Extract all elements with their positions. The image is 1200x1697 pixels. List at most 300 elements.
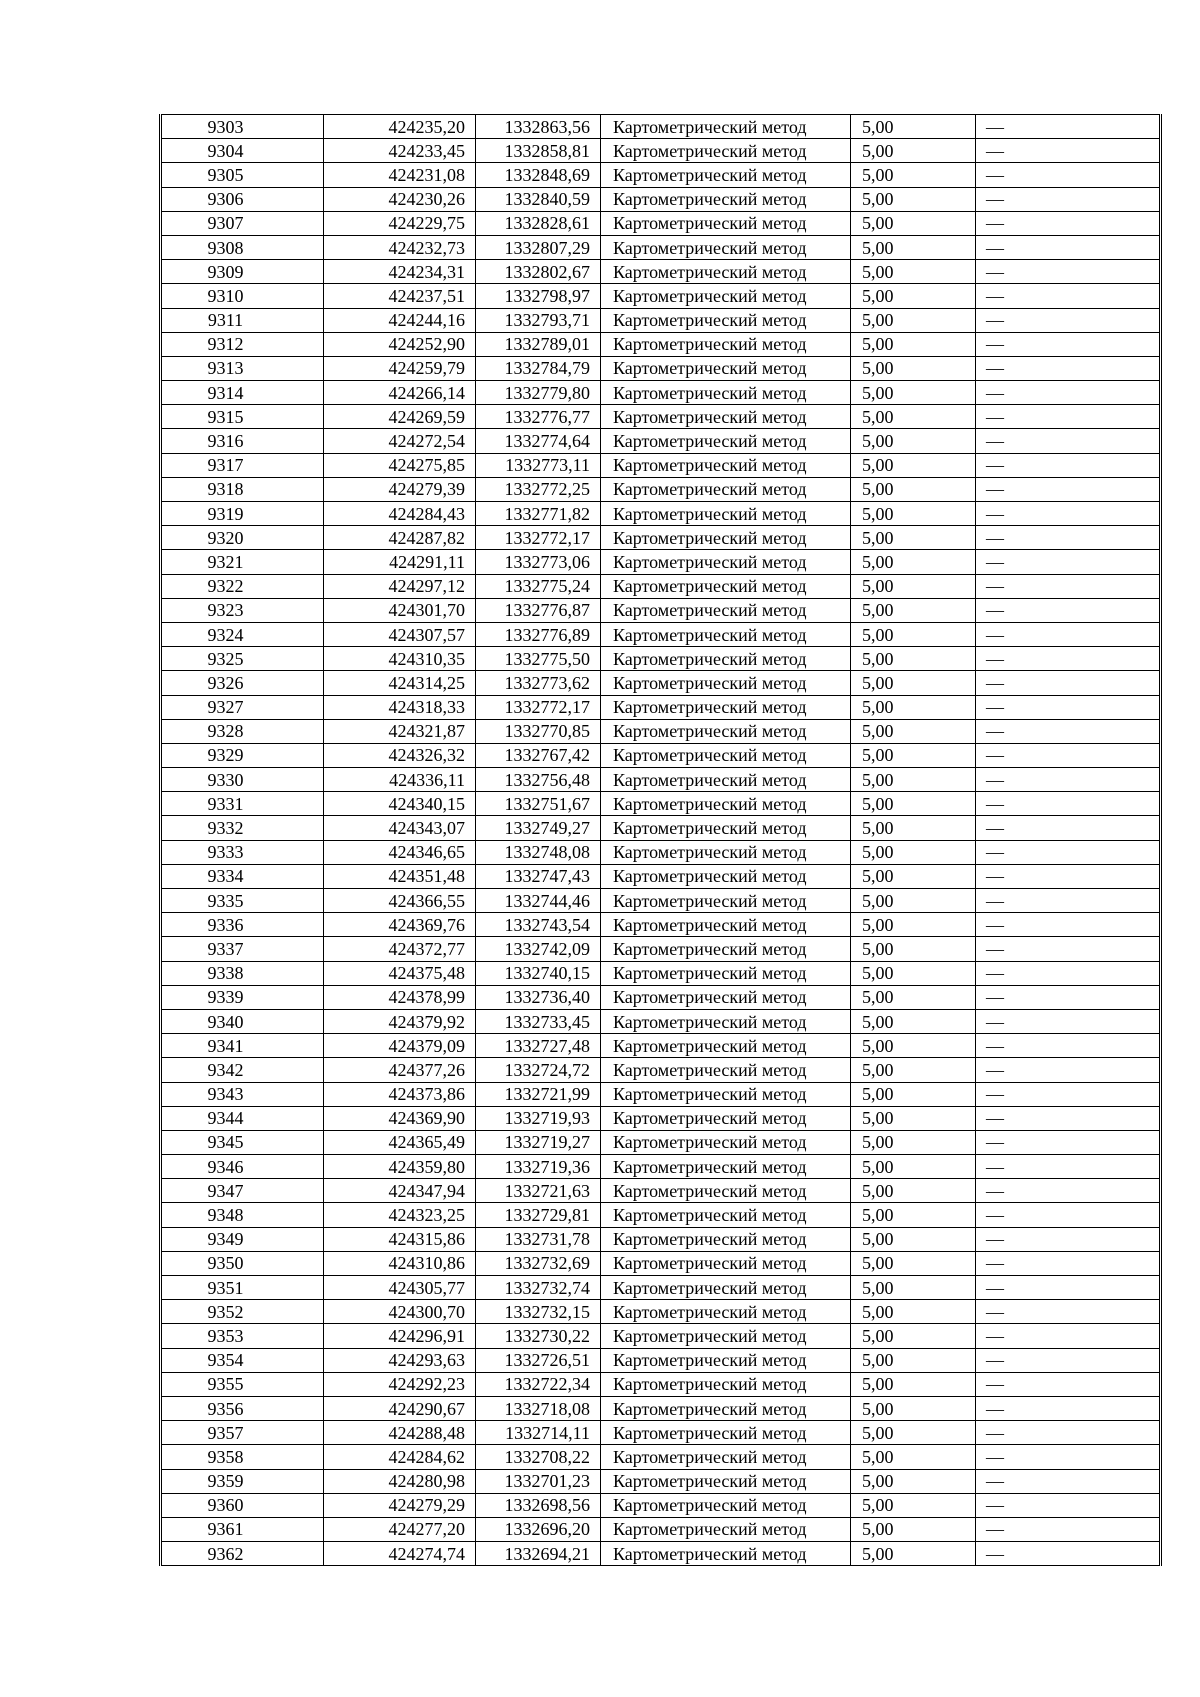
- table-row: [161, 1324, 1161, 1348]
- point-number-cell: 9322: [161, 574, 324, 598]
- point-number-cell: 9324: [161, 622, 324, 646]
- table-row: [161, 961, 1161, 985]
- point-number-cell: 9312: [161, 332, 324, 356]
- accuracy-cell: 5,00: [851, 1034, 976, 1058]
- method-cell: Картометрический метод: [601, 550, 851, 574]
- y-coordinate-cell: 1332858,81: [476, 139, 601, 163]
- method-cell: Картометрический метод: [601, 1106, 851, 1130]
- x-coordinate-cell: 424277,20: [324, 1517, 476, 1541]
- y-coordinate-cell: 1332718,08: [476, 1396, 601, 1420]
- y-coordinate-cell: 1332724,72: [476, 1058, 601, 1082]
- y-coordinate-cell: 1332771,82: [476, 502, 601, 526]
- description-cell: —: [976, 768, 1161, 792]
- x-coordinate-cell: 424365,49: [324, 1130, 476, 1154]
- description-cell: —: [976, 381, 1161, 405]
- accuracy-cell: 5,00: [851, 477, 976, 501]
- point-number-cell: 9323: [161, 598, 324, 622]
- point-number-cell: 9355: [161, 1372, 324, 1396]
- point-number-cell: 9319: [161, 502, 324, 526]
- accuracy-cell: 5,00: [851, 1324, 976, 1348]
- x-coordinate-cell: 424293,63: [324, 1348, 476, 1372]
- table-row: [161, 889, 1161, 913]
- x-coordinate-cell: 424284,62: [324, 1445, 476, 1469]
- y-coordinate-cell: 1332789,01: [476, 332, 601, 356]
- description-cell: —: [976, 1517, 1161, 1541]
- y-coordinate-cell: 1332698,56: [476, 1493, 601, 1517]
- point-number-cell: 9317: [161, 453, 324, 477]
- y-coordinate-cell: 1332802,67: [476, 260, 601, 284]
- accuracy-cell: 5,00: [851, 332, 976, 356]
- method-cell: Картометрический метод: [601, 1542, 851, 1566]
- point-number-cell: 9344: [161, 1106, 324, 1130]
- y-coordinate-cell: 1332696,20: [476, 1517, 601, 1541]
- method-cell: Картометрический метод: [601, 356, 851, 380]
- y-coordinate-cell: 1332863,56: [476, 115, 601, 139]
- point-number-cell: 9307: [161, 211, 324, 235]
- table-row: [161, 1227, 1161, 1251]
- y-coordinate-cell: 1332748,08: [476, 840, 601, 864]
- description-cell: —: [976, 477, 1161, 501]
- table-row: [161, 719, 1161, 743]
- description-cell: —: [976, 647, 1161, 671]
- coordinates-table-body: [161, 115, 1161, 1566]
- description-cell: —: [976, 1227, 1161, 1251]
- method-cell: Картометрический метод: [601, 187, 851, 211]
- method-cell: Картометрический метод: [601, 1421, 851, 1445]
- description-cell: —: [976, 1130, 1161, 1154]
- x-coordinate-cell: 424301,70: [324, 598, 476, 622]
- point-number-cell: 9305: [161, 163, 324, 187]
- table-row: [161, 1348, 1161, 1372]
- method-cell: Картометрический метод: [601, 1203, 851, 1227]
- table-row: [161, 1034, 1161, 1058]
- description-cell: —: [976, 961, 1161, 985]
- point-number-cell: 9333: [161, 840, 324, 864]
- point-number-cell: 9345: [161, 1130, 324, 1154]
- y-coordinate-cell: 1332743,54: [476, 913, 601, 937]
- method-cell: Картометрический метод: [601, 381, 851, 405]
- y-coordinate-cell: 1332744,46: [476, 889, 601, 913]
- x-coordinate-cell: 424232,73: [324, 235, 476, 259]
- method-cell: Картометрический метод: [601, 1034, 851, 1058]
- description-cell: —: [976, 405, 1161, 429]
- accuracy-cell: 5,00: [851, 913, 976, 937]
- method-cell: Картометрический метод: [601, 985, 851, 1009]
- accuracy-cell: 5,00: [851, 1227, 976, 1251]
- table-row: [161, 937, 1161, 961]
- table-row: [161, 864, 1161, 888]
- x-coordinate-cell: 424288,48: [324, 1421, 476, 1445]
- y-coordinate-cell: 1332719,93: [476, 1106, 601, 1130]
- description-cell: —: [976, 187, 1161, 211]
- point-number-cell: 9308: [161, 235, 324, 259]
- accuracy-cell: 5,00: [851, 647, 976, 671]
- description-cell: —: [976, 550, 1161, 574]
- point-number-cell: 9328: [161, 719, 324, 743]
- table-row: [161, 405, 1161, 429]
- description-cell: —: [976, 429, 1161, 453]
- accuracy-cell: 5,00: [851, 622, 976, 646]
- point-number-cell: 9327: [161, 695, 324, 719]
- table-row: [161, 1276, 1161, 1300]
- accuracy-cell: 5,00: [851, 356, 976, 380]
- x-coordinate-cell: 424379,09: [324, 1034, 476, 1058]
- point-number-cell: 9311: [161, 308, 324, 332]
- accuracy-cell: 5,00: [851, 163, 976, 187]
- method-cell: Картометрический метод: [601, 1082, 851, 1106]
- table-row: [161, 356, 1161, 380]
- table-row: [161, 1372, 1161, 1396]
- accuracy-cell: 5,00: [851, 1445, 976, 1469]
- y-coordinate-cell: 1332721,63: [476, 1179, 601, 1203]
- y-coordinate-cell: 1332722,34: [476, 1372, 601, 1396]
- method-cell: Картометрический метод: [601, 1227, 851, 1251]
- x-coordinate-cell: 424310,86: [324, 1251, 476, 1275]
- method-cell: Картометрический метод: [601, 332, 851, 356]
- y-coordinate-cell: 1332740,15: [476, 961, 601, 985]
- description-cell: —: [976, 502, 1161, 526]
- description-cell: —: [976, 1469, 1161, 1493]
- x-coordinate-cell: 424290,67: [324, 1396, 476, 1420]
- description-cell: —: [976, 1396, 1161, 1420]
- point-number-cell: 9357: [161, 1421, 324, 1445]
- y-coordinate-cell: 1332773,62: [476, 671, 601, 695]
- y-coordinate-cell: 1332694,21: [476, 1542, 601, 1566]
- accuracy-cell: 5,00: [851, 308, 976, 332]
- point-number-cell: 9360: [161, 1493, 324, 1517]
- x-coordinate-cell: 424300,70: [324, 1300, 476, 1324]
- y-coordinate-cell: 1332747,43: [476, 864, 601, 888]
- table-row: [161, 647, 1161, 671]
- accuracy-cell: 5,00: [851, 864, 976, 888]
- table-row: [161, 1300, 1161, 1324]
- x-coordinate-cell: 424296,91: [324, 1324, 476, 1348]
- x-coordinate-cell: 424377,26: [324, 1058, 476, 1082]
- method-cell: Картометрический метод: [601, 792, 851, 816]
- description-cell: —: [976, 1034, 1161, 1058]
- accuracy-cell: 5,00: [851, 550, 976, 574]
- accuracy-cell: 5,00: [851, 429, 976, 453]
- x-coordinate-cell: 424269,59: [324, 405, 476, 429]
- point-number-cell: 9347: [161, 1179, 324, 1203]
- x-coordinate-cell: 424326,32: [324, 743, 476, 767]
- accuracy-cell: 5,00: [851, 1542, 976, 1566]
- y-coordinate-cell: 1332776,89: [476, 622, 601, 646]
- description-cell: —: [976, 889, 1161, 913]
- table-row: [161, 526, 1161, 550]
- point-number-cell: 9313: [161, 356, 324, 380]
- y-coordinate-cell: 1332730,22: [476, 1324, 601, 1348]
- accuracy-cell: 5,00: [851, 381, 976, 405]
- point-number-cell: 9358: [161, 1445, 324, 1469]
- method-cell: Картометрический метод: [601, 1251, 851, 1275]
- y-coordinate-cell: 1332756,48: [476, 768, 601, 792]
- x-coordinate-cell: 424369,90: [324, 1106, 476, 1130]
- x-coordinate-cell: 424259,79: [324, 356, 476, 380]
- accuracy-cell: 5,00: [851, 840, 976, 864]
- y-coordinate-cell: 1332848,69: [476, 163, 601, 187]
- x-coordinate-cell: 424272,54: [324, 429, 476, 453]
- point-number-cell: 9341: [161, 1034, 324, 1058]
- accuracy-cell: 5,00: [851, 719, 976, 743]
- description-cell: —: [976, 1445, 1161, 1469]
- description-cell: —: [976, 816, 1161, 840]
- method-cell: Картометрический метод: [601, 622, 851, 646]
- accuracy-cell: 5,00: [851, 985, 976, 1009]
- x-coordinate-cell: 424378,99: [324, 985, 476, 1009]
- x-coordinate-cell: 424347,94: [324, 1179, 476, 1203]
- accuracy-cell: 5,00: [851, 695, 976, 719]
- point-number-cell: 9361: [161, 1517, 324, 1541]
- accuracy-cell: 5,00: [851, 1203, 976, 1227]
- y-coordinate-cell: 1332742,09: [476, 937, 601, 961]
- x-coordinate-cell: 424336,11: [324, 768, 476, 792]
- y-coordinate-cell: 1332779,80: [476, 381, 601, 405]
- x-coordinate-cell: 424346,65: [324, 840, 476, 864]
- accuracy-cell: 5,00: [851, 1082, 976, 1106]
- description-cell: —: [976, 1106, 1161, 1130]
- table-row: [161, 429, 1161, 453]
- x-coordinate-cell: 424230,26: [324, 187, 476, 211]
- description-cell: —: [976, 1542, 1161, 1566]
- accuracy-cell: 5,00: [851, 1469, 976, 1493]
- method-cell: Картометрический метод: [601, 719, 851, 743]
- accuracy-cell: 5,00: [851, 1396, 976, 1420]
- x-coordinate-cell: 424315,86: [324, 1227, 476, 1251]
- x-coordinate-cell: 424266,14: [324, 381, 476, 405]
- table-row: [161, 502, 1161, 526]
- accuracy-cell: 5,00: [851, 235, 976, 259]
- description-cell: —: [976, 1372, 1161, 1396]
- point-number-cell: 9353: [161, 1324, 324, 1348]
- accuracy-cell: 5,00: [851, 671, 976, 695]
- method-cell: Картометрический метод: [601, 308, 851, 332]
- table-row: [161, 1396, 1161, 1420]
- x-coordinate-cell: 424234,31: [324, 260, 476, 284]
- description-cell: —: [976, 1348, 1161, 1372]
- method-cell: Картометрический метод: [601, 1130, 851, 1154]
- x-coordinate-cell: 424244,16: [324, 308, 476, 332]
- description-cell: —: [976, 743, 1161, 767]
- point-number-cell: 9334: [161, 864, 324, 888]
- description-cell: —: [976, 1058, 1161, 1082]
- point-number-cell: 9337: [161, 937, 324, 961]
- point-number-cell: 9303: [161, 115, 324, 139]
- x-coordinate-cell: 424340,15: [324, 792, 476, 816]
- method-cell: Картометрический метод: [601, 1324, 851, 1348]
- y-coordinate-cell: 1332721,99: [476, 1082, 601, 1106]
- accuracy-cell: 5,00: [851, 260, 976, 284]
- accuracy-cell: 5,00: [851, 574, 976, 598]
- x-coordinate-cell: 424287,82: [324, 526, 476, 550]
- method-cell: Картометрический метод: [601, 574, 851, 598]
- x-coordinate-cell: 424373,86: [324, 1082, 476, 1106]
- method-cell: Картометрический метод: [601, 840, 851, 864]
- method-cell: Картометрический метод: [601, 768, 851, 792]
- point-number-cell: 9325: [161, 647, 324, 671]
- point-number-cell: 9359: [161, 1469, 324, 1493]
- description-cell: —: [976, 913, 1161, 937]
- point-number-cell: 9335: [161, 889, 324, 913]
- accuracy-cell: 5,00: [851, 1348, 976, 1372]
- table-row: [161, 235, 1161, 259]
- point-number-cell: 9306: [161, 187, 324, 211]
- point-number-cell: 9352: [161, 1300, 324, 1324]
- method-cell: Картометрический метод: [601, 115, 851, 139]
- method-cell: Картометрический метод: [601, 937, 851, 961]
- y-coordinate-cell: 1332807,29: [476, 235, 601, 259]
- point-number-cell: 9314: [161, 381, 324, 405]
- table-row: [161, 381, 1161, 405]
- accuracy-cell: 5,00: [851, 816, 976, 840]
- x-coordinate-cell: 424369,76: [324, 913, 476, 937]
- point-number-cell: 9332: [161, 816, 324, 840]
- y-coordinate-cell: 1332784,79: [476, 356, 601, 380]
- table-row: [161, 1082, 1161, 1106]
- y-coordinate-cell: 1332775,50: [476, 647, 601, 671]
- y-coordinate-cell: 1332727,48: [476, 1034, 601, 1058]
- table-row: [161, 332, 1161, 356]
- y-coordinate-cell: 1332775,24: [476, 574, 601, 598]
- table-row: [161, 1493, 1161, 1517]
- description-cell: —: [976, 260, 1161, 284]
- table-row: [161, 211, 1161, 235]
- accuracy-cell: 5,00: [851, 937, 976, 961]
- x-coordinate-cell: 424318,33: [324, 695, 476, 719]
- y-coordinate-cell: 1332772,17: [476, 695, 601, 719]
- description-cell: —: [976, 574, 1161, 598]
- point-number-cell: 9336: [161, 913, 324, 937]
- x-coordinate-cell: 424307,57: [324, 622, 476, 646]
- method-cell: Картометрический метод: [601, 502, 851, 526]
- accuracy-cell: 5,00: [851, 502, 976, 526]
- table-row: [161, 1106, 1161, 1130]
- method-cell: Картометрический метод: [601, 526, 851, 550]
- point-number-cell: 9356: [161, 1396, 324, 1420]
- point-number-cell: 9330: [161, 768, 324, 792]
- point-number-cell: 9346: [161, 1155, 324, 1179]
- point-number-cell: 9348: [161, 1203, 324, 1227]
- point-number-cell: 9343: [161, 1082, 324, 1106]
- accuracy-cell: 5,00: [851, 1130, 976, 1154]
- table-row: [161, 622, 1161, 646]
- method-cell: Картометрический метод: [601, 598, 851, 622]
- x-coordinate-cell: 424275,85: [324, 453, 476, 477]
- table-row: [161, 768, 1161, 792]
- x-coordinate-cell: 424323,25: [324, 1203, 476, 1227]
- y-coordinate-cell: 1332773,11: [476, 453, 601, 477]
- y-coordinate-cell: 1332773,06: [476, 550, 601, 574]
- point-number-cell: 9351: [161, 1276, 324, 1300]
- description-cell: —: [976, 937, 1161, 961]
- x-coordinate-cell: 424237,51: [324, 284, 476, 308]
- description-cell: —: [976, 1082, 1161, 1106]
- table-row: [161, 985, 1161, 1009]
- x-coordinate-cell: 424233,45: [324, 139, 476, 163]
- x-coordinate-cell: 424343,07: [324, 816, 476, 840]
- point-number-cell: 9362: [161, 1542, 324, 1566]
- y-coordinate-cell: 1332751,67: [476, 792, 601, 816]
- y-coordinate-cell: 1332776,77: [476, 405, 601, 429]
- table-row: [161, 743, 1161, 767]
- table-row: [161, 913, 1161, 937]
- table-row: [161, 453, 1161, 477]
- y-coordinate-cell: 1332772,17: [476, 526, 601, 550]
- x-coordinate-cell: 424279,29: [324, 1493, 476, 1517]
- method-cell: Картометрический метод: [601, 1445, 851, 1469]
- point-number-cell: 9316: [161, 429, 324, 453]
- x-coordinate-cell: 424235,20: [324, 115, 476, 139]
- description-cell: —: [976, 163, 1161, 187]
- table-row: [161, 816, 1161, 840]
- description-cell: —: [976, 598, 1161, 622]
- x-coordinate-cell: 424321,87: [324, 719, 476, 743]
- y-coordinate-cell: 1332732,15: [476, 1300, 601, 1324]
- accuracy-cell: 5,00: [851, 453, 976, 477]
- table-row: [161, 115, 1161, 139]
- accuracy-cell: 5,00: [851, 1058, 976, 1082]
- description-cell: —: [976, 1251, 1161, 1275]
- accuracy-cell: 5,00: [851, 768, 976, 792]
- accuracy-cell: 5,00: [851, 187, 976, 211]
- description-cell: —: [976, 1493, 1161, 1517]
- accuracy-cell: 5,00: [851, 598, 976, 622]
- y-coordinate-cell: 1332726,51: [476, 1348, 601, 1372]
- y-coordinate-cell: 1332772,25: [476, 477, 601, 501]
- table-row: [161, 163, 1161, 187]
- method-cell: Картометрический метод: [601, 477, 851, 501]
- y-coordinate-cell: 1332793,71: [476, 308, 601, 332]
- table-row: [161, 1203, 1161, 1227]
- method-cell: Картометрический метод: [601, 211, 851, 235]
- y-coordinate-cell: 1332719,27: [476, 1130, 601, 1154]
- method-cell: Картометрический метод: [601, 913, 851, 937]
- x-coordinate-cell: 424359,80: [324, 1155, 476, 1179]
- point-number-cell: 9315: [161, 405, 324, 429]
- method-cell: Картометрический метод: [601, 405, 851, 429]
- accuracy-cell: 5,00: [851, 139, 976, 163]
- y-coordinate-cell: 1332719,36: [476, 1155, 601, 1179]
- method-cell: Картометрический метод: [601, 647, 851, 671]
- description-cell: —: [976, 1009, 1161, 1033]
- method-cell: Картометрический метод: [601, 816, 851, 840]
- accuracy-cell: 5,00: [851, 1372, 976, 1396]
- accuracy-cell: 5,00: [851, 792, 976, 816]
- description-cell: —: [976, 1276, 1161, 1300]
- table-row: [161, 284, 1161, 308]
- point-number-cell: 9340: [161, 1009, 324, 1033]
- table-row: [161, 260, 1161, 284]
- point-number-cell: 9338: [161, 961, 324, 985]
- table-row: [161, 1251, 1161, 1275]
- accuracy-cell: 5,00: [851, 1300, 976, 1324]
- table-row: [161, 840, 1161, 864]
- description-cell: —: [976, 139, 1161, 163]
- coordinates-table: [159, 114, 1162, 1566]
- table-row: [161, 550, 1161, 574]
- y-coordinate-cell: 1332731,78: [476, 1227, 601, 1251]
- x-coordinate-cell: 424231,08: [324, 163, 476, 187]
- description-cell: —: [976, 695, 1161, 719]
- method-cell: Картометрический метод: [601, 453, 851, 477]
- x-coordinate-cell: 424279,39: [324, 477, 476, 501]
- description-cell: —: [976, 622, 1161, 646]
- accuracy-cell: 5,00: [851, 889, 976, 913]
- description-cell: —: [976, 792, 1161, 816]
- description-cell: —: [976, 1155, 1161, 1179]
- description-cell: —: [976, 864, 1161, 888]
- table-row: [161, 1179, 1161, 1203]
